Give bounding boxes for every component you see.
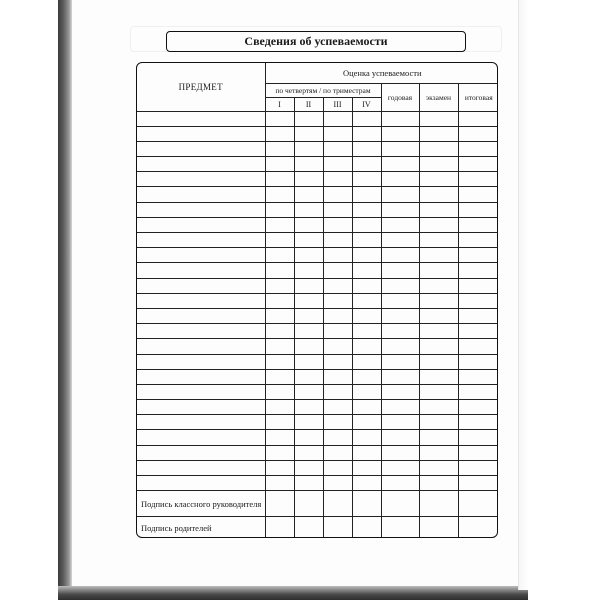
grade-cell[interactable]: [419, 111, 458, 126]
grade-cell[interactable]: [381, 293, 419, 308]
table-row: [137, 141, 498, 156]
grade-cell[interactable]: [352, 233, 381, 248]
grade-cell[interactable]: [419, 263, 458, 278]
grade-cell[interactable]: [294, 430, 323, 445]
col-header-final: итоговая: [458, 83, 498, 111]
grade-cell[interactable]: [294, 126, 323, 141]
grade-cell[interactable]: [381, 384, 419, 399]
grade-cell[interactable]: [294, 460, 323, 475]
grade-cell[interactable]: [419, 202, 458, 217]
subject-cell[interactable]: [137, 293, 265, 308]
grade-cell[interactable]: [352, 354, 381, 369]
table-row: [137, 187, 498, 202]
table-row: [137, 111, 498, 126]
grade-cell[interactable]: [265, 141, 294, 156]
grade-cell[interactable]: [265, 400, 294, 415]
subject-cell[interactable]: [137, 354, 265, 369]
grade-cell[interactable]: [323, 126, 352, 141]
grade-cell[interactable]: [381, 430, 419, 445]
grade-cell[interactable]: [294, 354, 323, 369]
grade-cell[interactable]: [323, 278, 352, 293]
grade-cell[interactable]: [381, 248, 419, 263]
grade-cell[interactable]: [352, 217, 381, 232]
grade-cell[interactable]: [294, 384, 323, 399]
grade-cell[interactable]: [381, 415, 419, 430]
grade-cell[interactable]: [265, 278, 294, 293]
signature-label-teacher: Подпись классного руководителя: [137, 491, 265, 517]
table-row: [137, 354, 498, 369]
table-row: [137, 339, 498, 354]
table-row: [137, 217, 498, 232]
grade-cell[interactable]: [265, 111, 294, 126]
signature-cell[interactable]: [323, 491, 352, 517]
signature-cell[interactable]: [419, 491, 458, 517]
grade-cell[interactable]: [352, 278, 381, 293]
grade-cell[interactable]: [458, 263, 498, 278]
grade-cell[interactable]: [265, 172, 294, 187]
grade-cell[interactable]: [323, 248, 352, 263]
grade-cell[interactable]: [323, 217, 352, 232]
grade-cell[interactable]: [352, 460, 381, 475]
table-row: [137, 308, 498, 323]
signature-cell[interactable]: [265, 517, 294, 538]
table-row: [137, 202, 498, 217]
grade-cell[interactable]: [381, 141, 419, 156]
grade-cell[interactable]: [458, 308, 498, 323]
grade-cell[interactable]: [419, 126, 458, 141]
grade-cell[interactable]: [381, 460, 419, 475]
grade-cell[interactable]: [352, 141, 381, 156]
grade-cell[interactable]: [419, 324, 458, 339]
signature-cell[interactable]: [352, 491, 381, 517]
signature-cell[interactable]: [381, 491, 419, 517]
signature-row: [137, 491, 498, 517]
grade-cell[interactable]: [265, 384, 294, 399]
signature-cell[interactable]: [381, 517, 419, 538]
grade-cell[interactable]: [265, 263, 294, 278]
grade-cell[interactable]: [323, 324, 352, 339]
grade-cell[interactable]: [381, 308, 419, 323]
grades-table-frame: [136, 62, 498, 538]
col-header-exam: экзамен: [419, 83, 458, 111]
grade-cell[interactable]: [458, 324, 498, 339]
grade-cell[interactable]: [265, 248, 294, 263]
grade-cell[interactable]: [458, 415, 498, 430]
grade-cell[interactable]: [458, 248, 498, 263]
grade-cell[interactable]: [352, 293, 381, 308]
table-row: [137, 172, 498, 187]
col-header-term-1: I: [265, 97, 294, 111]
grade-cell[interactable]: [265, 445, 294, 460]
subject-cell[interactable]: [137, 415, 265, 430]
grade-cell[interactable]: [381, 476, 419, 491]
grade-cell[interactable]: [352, 476, 381, 491]
grade-cell[interactable]: [323, 308, 352, 323]
subject-cell[interactable]: [137, 263, 265, 278]
grade-cell[interactable]: [419, 157, 458, 172]
grade-cell[interactable]: [265, 369, 294, 384]
signature-cell[interactable]: [323, 517, 352, 538]
grade-cell[interactable]: [419, 384, 458, 399]
col-header-annual: годовая: [381, 83, 419, 111]
page-title: Сведения об успеваемости: [244, 34, 388, 48]
subject-cell[interactable]: [137, 445, 265, 460]
subject-cell[interactable]: [137, 157, 265, 172]
grade-cell[interactable]: [265, 187, 294, 202]
grade-cell[interactable]: [265, 293, 294, 308]
grade-cell[interactable]: [294, 141, 323, 156]
table-row: [137, 445, 498, 460]
grade-cell[interactable]: [265, 339, 294, 354]
grade-cell[interactable]: [352, 202, 381, 217]
table-row: [137, 324, 498, 339]
grade-cell[interactable]: [458, 233, 498, 248]
subject-cell[interactable]: [137, 248, 265, 263]
signature-cell[interactable]: [419, 517, 458, 538]
grade-cell[interactable]: [294, 293, 323, 308]
table-row: [137, 476, 498, 491]
grade-cell[interactable]: [323, 111, 352, 126]
grade-cell[interactable]: [294, 278, 323, 293]
grade-cell[interactable]: [458, 293, 498, 308]
grade-cell[interactable]: [323, 141, 352, 156]
grade-cell[interactable]: [458, 476, 498, 491]
grade-cell[interactable]: [323, 369, 352, 384]
signature-cell[interactable]: [458, 491, 498, 517]
grade-cell[interactable]: [265, 157, 294, 172]
grade-cell[interactable]: [265, 354, 294, 369]
grade-cell[interactable]: [352, 430, 381, 445]
grade-cell[interactable]: [323, 187, 352, 202]
grade-cell[interactable]: [323, 202, 352, 217]
table-row: [137, 293, 498, 308]
grade-cell[interactable]: [265, 324, 294, 339]
grade-cell[interactable]: [265, 217, 294, 232]
grade-cell[interactable]: [381, 263, 419, 278]
grade-cell[interactable]: [419, 172, 458, 187]
grade-cell[interactable]: [458, 400, 498, 415]
table-row: [137, 278, 498, 293]
subject-cell[interactable]: [137, 217, 265, 232]
signature-cell[interactable]: [265, 491, 294, 517]
grade-cell[interactable]: [419, 369, 458, 384]
table-row: [137, 460, 498, 475]
table-row: [137, 157, 498, 172]
signature-cell[interactable]: [352, 517, 381, 538]
grade-cell[interactable]: [352, 172, 381, 187]
subject-header: ПРЕДМЕТ: [137, 63, 265, 111]
grade-cell[interactable]: [458, 278, 498, 293]
grade-cell[interactable]: [323, 263, 352, 278]
col-header-term-4: IV: [352, 97, 381, 111]
grade-cell[interactable]: [381, 369, 419, 384]
grade-cell[interactable]: [294, 400, 323, 415]
grade-cell[interactable]: [352, 263, 381, 278]
grade-cell[interactable]: [352, 324, 381, 339]
grade-cell[interactable]: [381, 233, 419, 248]
grade-cell[interactable]: [381, 157, 419, 172]
table-row: [137, 233, 498, 248]
grade-cell[interactable]: [323, 354, 352, 369]
subject-cell[interactable]: [137, 339, 265, 354]
grade-cell[interactable]: [458, 339, 498, 354]
grade-cell[interactable]: [352, 415, 381, 430]
subject-cell[interactable]: [137, 141, 265, 156]
grade-cell[interactable]: [294, 172, 323, 187]
grade-cell[interactable]: [265, 202, 294, 217]
grade-cell[interactable]: [419, 187, 458, 202]
grade-cell[interactable]: [381, 187, 419, 202]
signature-cell[interactable]: [458, 517, 498, 538]
table-row: [137, 263, 498, 278]
grade-cell[interactable]: [294, 111, 323, 126]
grade-cell[interactable]: [265, 126, 294, 141]
grade-cell[interactable]: [352, 187, 381, 202]
grade-cell[interactable]: [323, 172, 352, 187]
grade-cell[interactable]: [458, 187, 498, 202]
grade-cell[interactable]: [352, 248, 381, 263]
subject-cell[interactable]: [137, 400, 265, 415]
grade-cell[interactable]: [265, 430, 294, 445]
grade-cell[interactable]: [458, 217, 498, 232]
grade-cell[interactable]: [352, 445, 381, 460]
grade-cell[interactable]: [381, 445, 419, 460]
table-row: [137, 126, 498, 141]
grade-cell[interactable]: [381, 400, 419, 415]
next-page-edge: [518, 0, 529, 590]
grades-table: [137, 63, 498, 538]
subject-cell[interactable]: [137, 460, 265, 475]
page-shadow-bottom: [58, 586, 528, 600]
grade-cell[interactable]: [458, 445, 498, 460]
grade-cell[interactable]: [419, 233, 458, 248]
grade-cell[interactable]: [458, 202, 498, 217]
subject-cell[interactable]: [137, 126, 265, 141]
grade-cell[interactable]: [381, 324, 419, 339]
grade-cell[interactable]: [323, 445, 352, 460]
grade-cell[interactable]: [294, 157, 323, 172]
grade-cell[interactable]: [419, 217, 458, 232]
grade-cell[interactable]: [352, 308, 381, 323]
subject-cell[interactable]: [137, 476, 265, 491]
grade-cell[interactable]: [458, 141, 498, 156]
grade-cell[interactable]: [419, 278, 458, 293]
col-header-term-2: II: [294, 97, 323, 111]
grade-cell[interactable]: [419, 308, 458, 323]
grade-cell[interactable]: [381, 354, 419, 369]
grade-cell[interactable]: [323, 460, 352, 475]
grade-cell[interactable]: [294, 217, 323, 232]
signature-cell[interactable]: [294, 517, 323, 538]
table-row: [137, 430, 498, 445]
grade-cell[interactable]: [323, 400, 352, 415]
grade-cell[interactable]: [294, 445, 323, 460]
grade-cell[interactable]: [294, 369, 323, 384]
subject-cell[interactable]: [137, 369, 265, 384]
grade-cell[interactable]: [458, 369, 498, 384]
grade-cell[interactable]: [352, 339, 381, 354]
grade-cell[interactable]: [419, 460, 458, 475]
grade-cell[interactable]: [381, 339, 419, 354]
grade-cell[interactable]: [323, 157, 352, 172]
grade-cell[interactable]: [458, 157, 498, 172]
grade-cell[interactable]: [294, 187, 323, 202]
grade-cell[interactable]: [419, 141, 458, 156]
grade-cell[interactable]: [294, 263, 323, 278]
grade-cell[interactable]: [419, 248, 458, 263]
grade-cell[interactable]: [294, 248, 323, 263]
grade-cell[interactable]: [294, 202, 323, 217]
grade-cell[interactable]: [294, 324, 323, 339]
grade-cell[interactable]: [381, 172, 419, 187]
grade-cell[interactable]: [458, 111, 498, 126]
grade-cell[interactable]: [352, 369, 381, 384]
grade-cell[interactable]: [458, 460, 498, 475]
grade-cell[interactable]: [419, 339, 458, 354]
signature-cell[interactable]: [294, 491, 323, 517]
grade-cell[interactable]: [294, 476, 323, 491]
grade-cell[interactable]: [419, 445, 458, 460]
grade-cell[interactable]: [458, 354, 498, 369]
table-row: [137, 369, 498, 384]
terms-header: по четвертям / по триместрам: [265, 83, 381, 97]
grade-cell[interactable]: [323, 339, 352, 354]
grade-cell[interactable]: [381, 217, 419, 232]
grade-cell[interactable]: [419, 415, 458, 430]
subject-cell[interactable]: [137, 233, 265, 248]
grade-cell[interactable]: [265, 233, 294, 248]
grade-cell[interactable]: [265, 415, 294, 430]
grade-cell[interactable]: [323, 233, 352, 248]
grade-cell[interactable]: [352, 111, 381, 126]
subject-cell[interactable]: [137, 308, 265, 323]
grade-cell[interactable]: [458, 384, 498, 399]
grade-cell[interactable]: [419, 430, 458, 445]
subject-cell[interactable]: [137, 111, 265, 126]
grade-cell[interactable]: [323, 384, 352, 399]
page-shadow-left: [58, 0, 72, 600]
grade-cell[interactable]: [265, 460, 294, 475]
subject-cell[interactable]: [137, 324, 265, 339]
grade-cell[interactable]: [419, 476, 458, 491]
grade-cell[interactable]: [458, 126, 498, 141]
grade-cell[interactable]: [458, 430, 498, 445]
grade-cell[interactable]: [265, 476, 294, 491]
grade-cell[interactable]: [294, 233, 323, 248]
table-row: [137, 384, 498, 399]
subject-cell[interactable]: [137, 202, 265, 217]
grade-cell[interactable]: [294, 339, 323, 354]
grade-cell[interactable]: [381, 126, 419, 141]
grade-cell[interactable]: [381, 111, 419, 126]
grade-cell[interactable]: [352, 400, 381, 415]
grade-cell[interactable]: [265, 308, 294, 323]
grade-cell[interactable]: [294, 308, 323, 323]
subject-cell[interactable]: [137, 172, 265, 187]
subject-cell[interactable]: [137, 384, 265, 399]
grade-cell[interactable]: [294, 415, 323, 430]
grade-cell[interactable]: [419, 400, 458, 415]
grade-cell[interactable]: [381, 202, 419, 217]
grade-cell[interactable]: [323, 415, 352, 430]
grade-cell[interactable]: [323, 430, 352, 445]
grade-cell[interactable]: [352, 384, 381, 399]
signature-row: [137, 517, 498, 538]
table-row: [137, 415, 498, 430]
subject-cell[interactable]: [137, 430, 265, 445]
grade-cell[interactable]: [419, 293, 458, 308]
grade-cell[interactable]: [352, 126, 381, 141]
signature-label-parents: Подпись родителей: [137, 517, 265, 538]
grade-cell[interactable]: [352, 157, 381, 172]
table-row: [137, 400, 498, 415]
page-title-box: [166, 31, 466, 52]
grade-cell[interactable]: [458, 172, 498, 187]
grades-group-header: Оценка успеваемости: [265, 63, 498, 83]
grade-cell[interactable]: [323, 476, 352, 491]
table-row: [137, 248, 498, 263]
subject-cell[interactable]: [137, 187, 265, 202]
grade-cell[interactable]: [419, 354, 458, 369]
grade-cell[interactable]: [381, 278, 419, 293]
grade-cell[interactable]: [323, 293, 352, 308]
subject-cell[interactable]: [137, 278, 265, 293]
col-header-term-3: III: [323, 97, 352, 111]
